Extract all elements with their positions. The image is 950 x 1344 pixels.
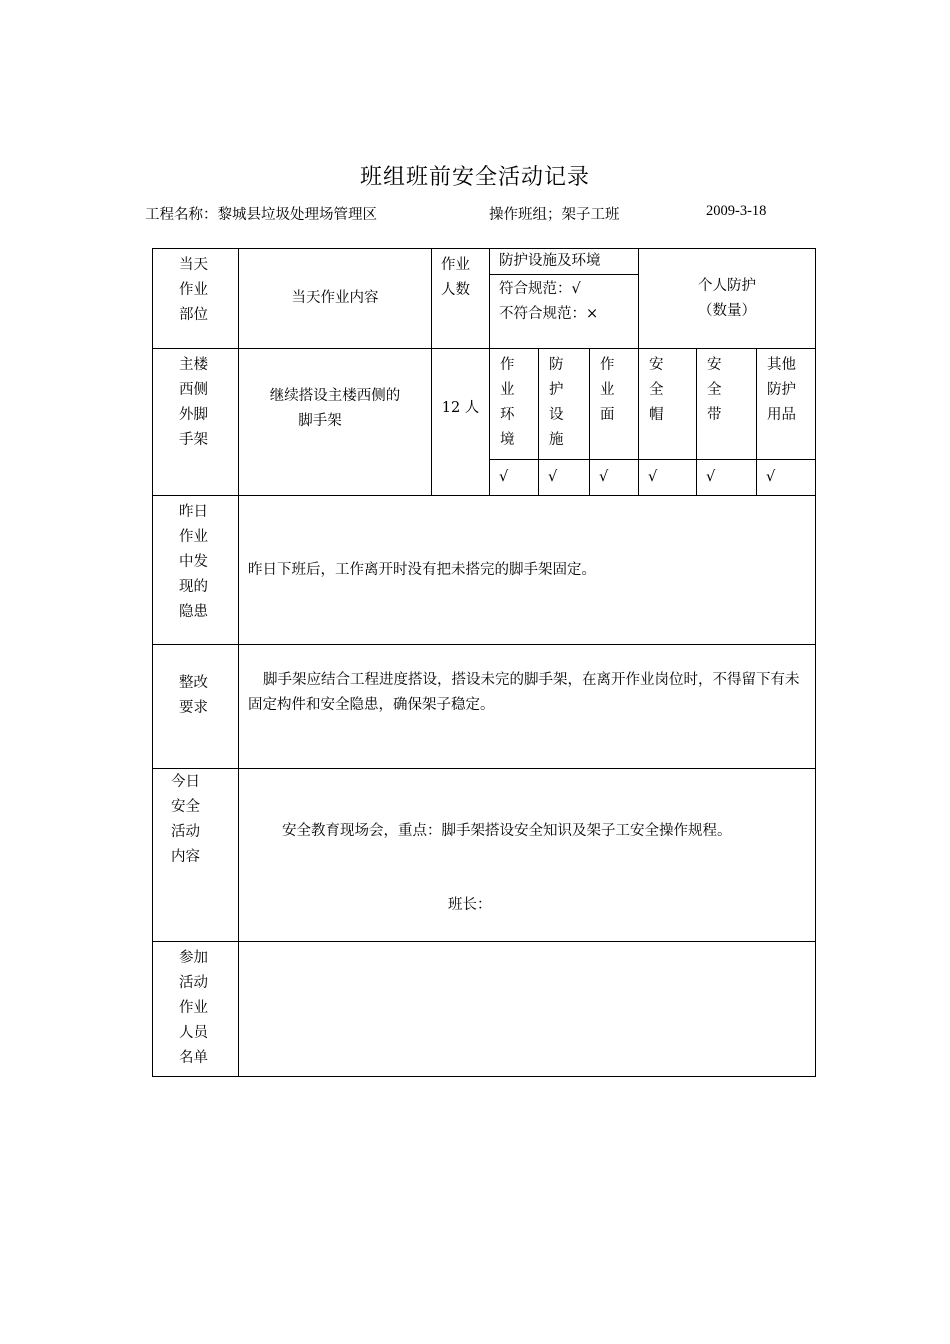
rectify-label: 整改要求	[179, 675, 208, 716]
check-belt: √	[697, 460, 757, 496]
today-text-cell	[239, 769, 816, 942]
rectify-text: 脚手架应结合工程进度搭设，搭设未完的脚手架，在离开作业岗位时，不得留下有未固定构件和安全隐患，确保架子稳定。	[248, 672, 800, 713]
content-header-label: 当天作业内容	[291, 290, 379, 306]
today-row	[153, 769, 816, 942]
col-facility-label: 防护设施	[549, 357, 564, 448]
safety-record-table	[152, 248, 816, 1077]
check-env: √	[490, 460, 539, 496]
col-helmet-cell	[639, 349, 697, 460]
work-location: 主楼西侧外脚手架	[179, 357, 208, 448]
col-surface-cell	[590, 349, 639, 460]
hazards-label: 昨日作业中发现的隐患	[179, 504, 208, 620]
location-header-label: 当天作业部位	[179, 257, 208, 323]
rectify-text-cell	[239, 645, 816, 769]
col-belt-label: 安全带	[707, 357, 722, 423]
record-date: 2009-3-18	[706, 203, 767, 219]
attendees-text-cell	[239, 942, 816, 1077]
legend-bad: 不符合规范：×	[499, 306, 599, 322]
rectify-label-cell	[153, 645, 239, 769]
hazards-text: 昨日下班后，工作离开时没有把未搭完的脚手架固定。	[248, 561, 596, 578]
col-helmet-label: 安全帽	[649, 357, 664, 423]
col-env-cell	[490, 349, 539, 460]
hazards-text-cell	[239, 496, 816, 645]
protection-header-cell	[490, 249, 639, 349]
protection-header-label: 防护设施及环境	[490, 249, 638, 275]
leader-label: 班长：	[448, 897, 492, 913]
col-facility-cell	[539, 349, 590, 460]
today-text: 安全教育现场会，重点：脚手架搭设安全知识及架子工安全操作规程。	[282, 823, 732, 839]
attendees-label: 参加活动作业人员名单	[179, 950, 208, 1066]
content-header-cell	[239, 249, 432, 349]
attendees-row	[153, 942, 816, 1077]
table-header-row	[153, 249, 816, 349]
work-location-cell	[153, 349, 239, 496]
col-surface-label: 作业面	[600, 357, 615, 423]
personal-header-cell	[639, 249, 816, 349]
check-helmet: √	[639, 460, 697, 496]
today-label: 今日安全活动内容	[171, 774, 200, 865]
personal-header-label: 个人防护	[698, 277, 757, 294]
check-facility: √	[539, 460, 590, 496]
col-env-label: 作业环境	[500, 357, 515, 448]
rectify-row	[153, 645, 816, 769]
page-title: 班组班前安全活动记录	[359, 165, 590, 190]
location-header-cell	[153, 249, 239, 349]
hazards-label-cell	[153, 496, 239, 645]
col-other-label: 其他防护用品	[767, 357, 797, 423]
col-belt-cell	[697, 349, 757, 460]
work-row-top	[153, 349, 816, 460]
work-content-line1: 继续搭设主楼西侧的	[269, 388, 401, 404]
legend-ok: 符合规范：√	[499, 281, 581, 297]
workers-header-cell	[432, 249, 490, 349]
hazards-row	[153, 496, 816, 645]
workers-header-label: 作业人数	[441, 257, 470, 298]
check-surface: √	[590, 460, 639, 496]
project-name: 工程名称：黎城县垃圾处理场管理区	[145, 207, 377, 223]
check-other: √	[757, 460, 816, 496]
today-label-cell	[153, 769, 239, 942]
personal-header-sub: （数量）	[698, 302, 757, 319]
workers-count: 12 人	[441, 400, 480, 416]
work-team: 操作班组；架子工班	[489, 207, 620, 223]
col-other-cell	[757, 349, 816, 460]
work-content-line2: 脚手架	[298, 413, 342, 429]
work-content-cell	[239, 349, 432, 496]
workers-count-cell	[432, 349, 490, 496]
attendees-label-cell	[153, 942, 239, 1077]
